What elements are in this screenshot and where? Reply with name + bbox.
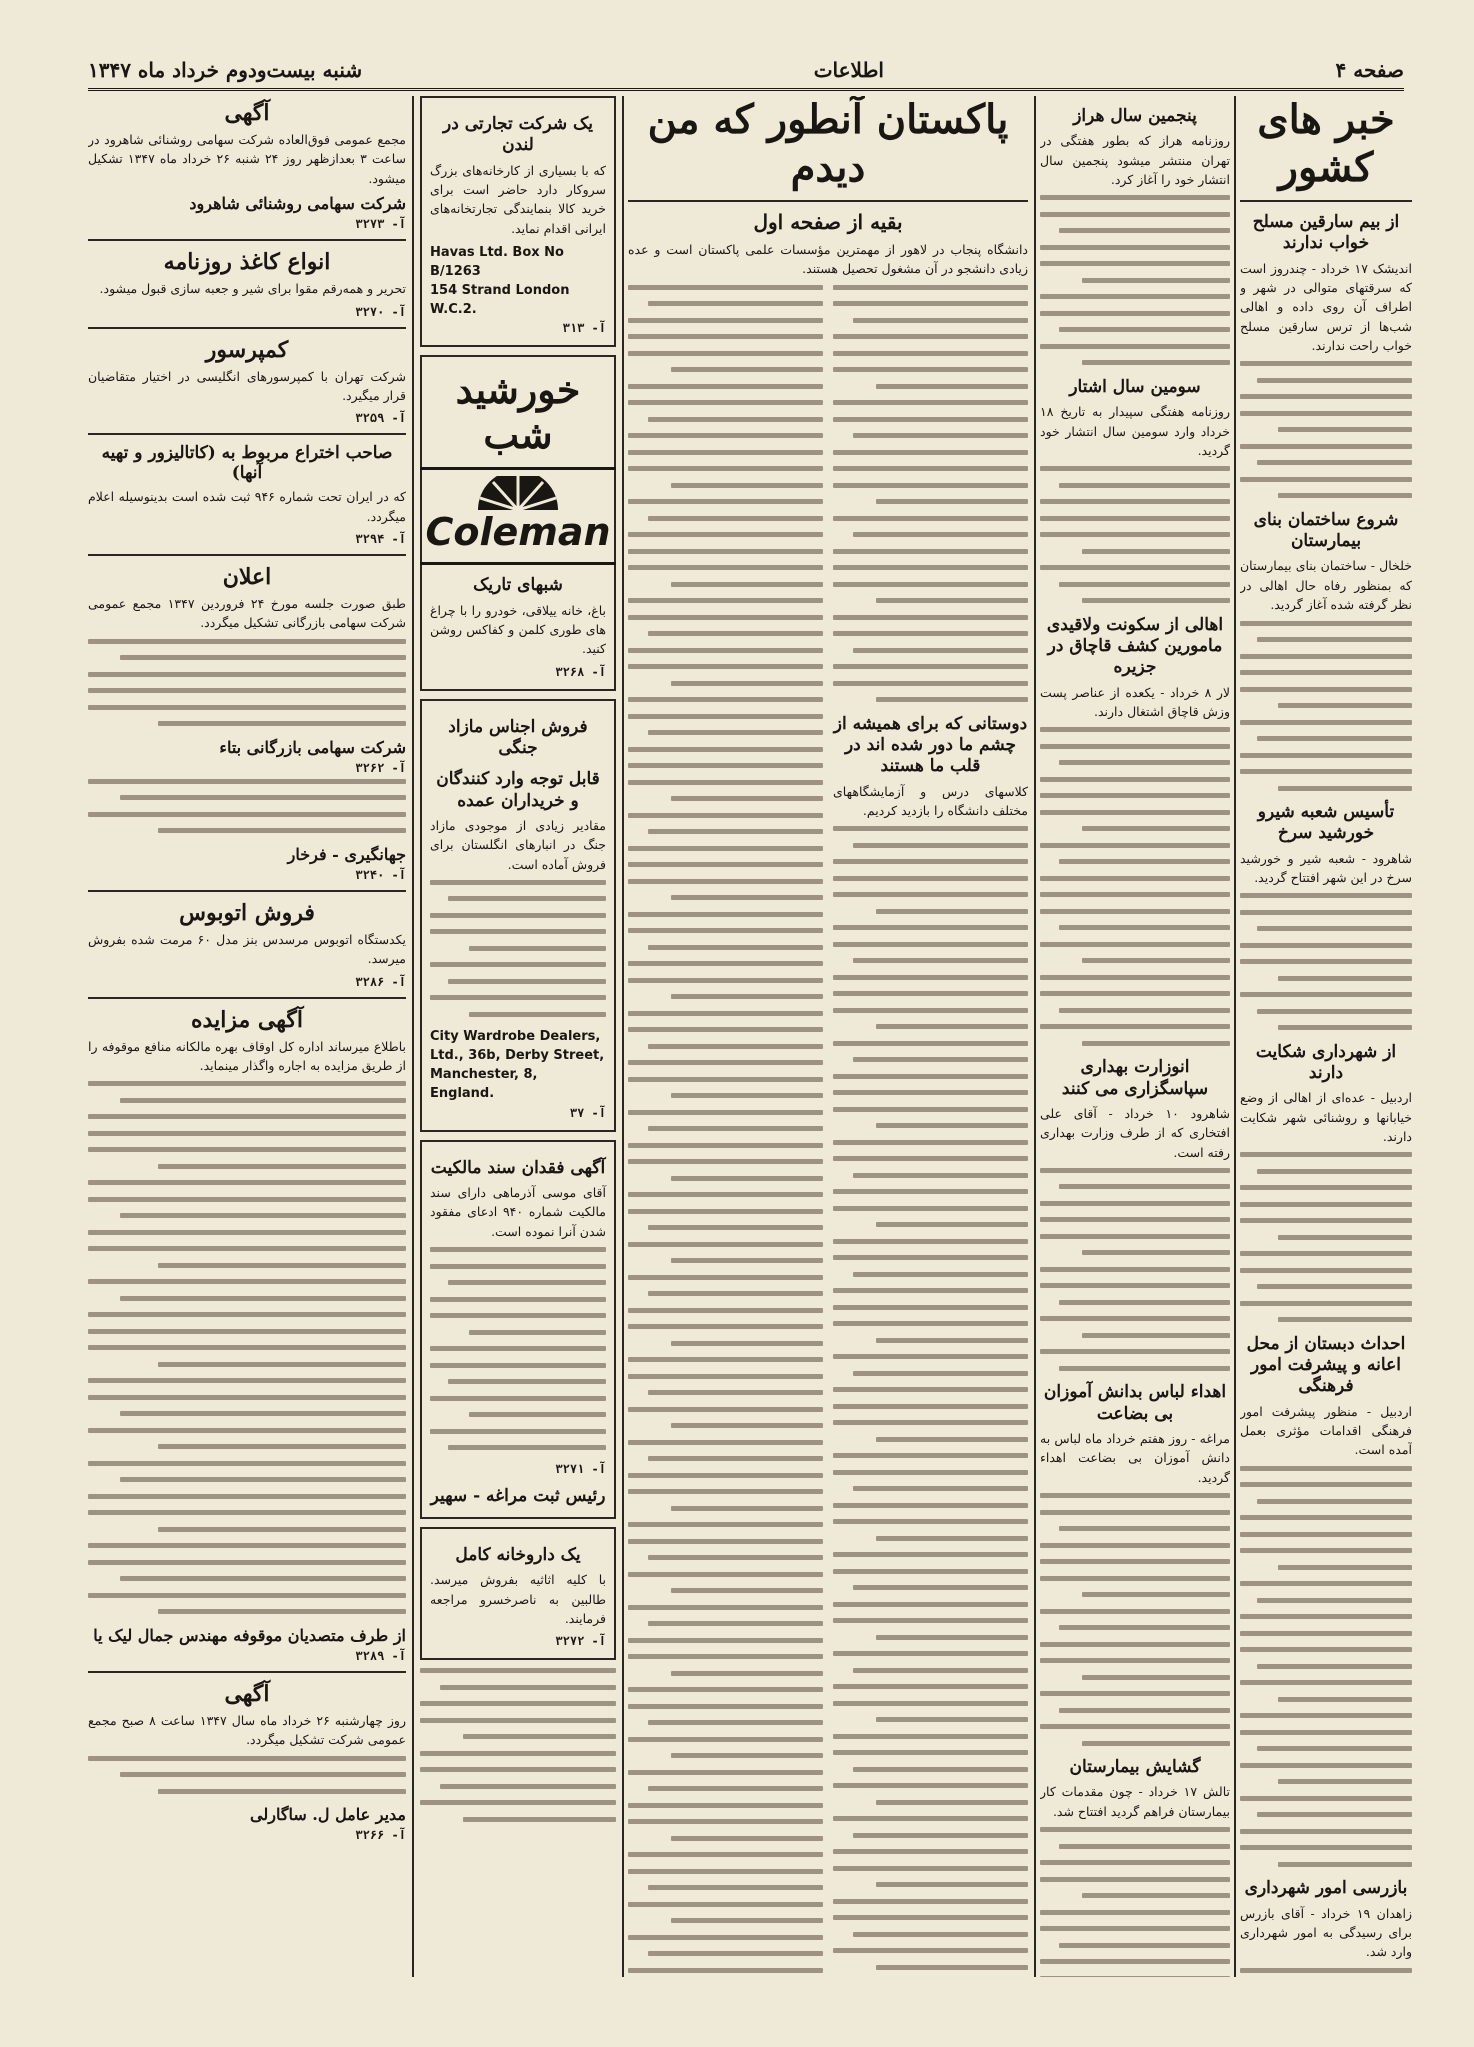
feature-column-left — [628, 285, 823, 1977]
ad-subheadline: قابل توجه وارد کنندگان و خریداران عمده — [436, 769, 600, 811]
ad-reference: آ- ۳۲۶۶ — [355, 1828, 406, 1842]
article-headline: تأسیس شعبه شیرو خورشید سرخ — [1257, 802, 1395, 844]
article-headline: اهالی از سکونت ولاقیدی مامورین کشف قاچاق در جزیره — [1046, 614, 1224, 678]
section-title: خبر های کشور — [1257, 96, 1395, 191]
notice-text: تحریر و همه‌رقم مقوا برای شیر و جعبه سازی قبول میشود. — [99, 281, 406, 297]
brand-wordmark: Coleman — [425, 510, 611, 555]
body-text — [88, 639, 406, 727]
page-number: صفحه ۴ — [1335, 58, 1404, 82]
lost-deed-notice — [420, 1140, 616, 1519]
ad-text: آقای موسی آذرماهی دارای سند مالکیت شماره ۹۴۰ ادعای مفقود شدن آنرا نموده است. — [430, 1185, 606, 1239]
ad-text: مقادیر زیادی از موجودی مازاد جنگ در انبارهای انگلستان برای فروش آماده است. — [430, 817, 606, 872]
ad-headline: یک شرکت تجارتی در لندن — [443, 114, 593, 156]
article-headline: انوزارت بهداری سپاسگزاری می کنند — [1061, 1057, 1209, 1099]
notice-text: شرکت تهران با کمپرسورهای انگلیسی در اختیار متقاضیان قرار میگیرد. — [88, 368, 406, 403]
ad-headline: شبهای تاریک — [473, 575, 563, 596]
ad-reference: آ- ۳۲۷۱ — [555, 1461, 606, 1476]
sunburst-icon — [458, 476, 578, 510]
article-headline: پنجمین سال هراز — [1073, 106, 1197, 126]
ad-reference: آ- ۳۷ — [569, 1105, 606, 1120]
ad-reference: آ- ۳۱۳ — [562, 321, 606, 336]
notice-signature: از طرف متصدیان موقوفه مهندس جمال لیک یا — [93, 1625, 406, 1645]
coleman-lamp-ad — [420, 355, 616, 690]
notice-title: فروش اتوبوس — [179, 899, 315, 926]
article-headline: شروع ساختمان بنای بیمارستان — [1253, 509, 1399, 552]
ad-reference: آ- ۳۲۷۳ — [355, 217, 406, 232]
ad-reference: آ- ۳۲۵۹ — [355, 411, 406, 426]
ad-text: که با بسیاری از کارخانه‌های بزرگ سروکار دارد حاضر است برای خرید کالا بنمایندگی تجارتخانه‌های ایرانی اقدام نماید. — [430, 162, 606, 236]
column-rule — [1234, 96, 1236, 1977]
feature-column-right — [833, 285, 1028, 1977]
notice-signature: جهانگیری - فرخار — [287, 844, 406, 864]
ad-signature: رئیس ثبت مراغه - سهیر — [430, 1485, 606, 1506]
surplus-sale-ad — [420, 699, 616, 1132]
notice-text: روز چهارشنبه ۲۶ خرداد ماه سال ۱۳۴۷ ساعت ۸ صبح مجمع عمومی شرکت تشکیل میگردد. — [88, 1712, 406, 1748]
pharmacy-ad — [420, 1527, 616, 1660]
ad-address-line: Ltd., 36b, Derby Street, — [430, 1048, 605, 1064]
body-text — [1040, 466, 1230, 603]
article-headline: سومین سال اشتار — [1069, 376, 1201, 397]
body-text — [1240, 893, 1412, 1030]
ad-reference: آ- ۳۲۹۴ — [355, 532, 406, 546]
body-text — [1040, 1493, 1230, 1746]
london-company-ad — [420, 96, 616, 347]
notice-signature: شرکت سهامی بازرگانی بتاء — [219, 737, 406, 757]
notice-signature: مدیر عامل ل. ساگارلی — [250, 1805, 406, 1824]
notice-title: اعلان — [222, 564, 272, 590]
body-text — [1040, 727, 1230, 1046]
ad-text: با کلیه اثاثیه بفروش میرسد. طالبین به ناصرخسرو مراجعه فرمایند. — [430, 1572, 606, 1626]
notice-title: آگهی مزایده — [191, 1006, 303, 1033]
ad-address-line: 154 Strand London W.C.2. — [430, 282, 570, 317]
ad-address-line: Havas Ltd. Box No B/1263 — [430, 245, 564, 279]
newspaper-name: اطلاعات — [813, 58, 884, 82]
article-lead: خلخال - ساختمان بنای بیمارستان که بمنظور رفاه حال اهالی در نظر گرفته شده آغاز گردید. — [1240, 558, 1412, 613]
ad-address-line: Manchester, 8, England. — [430, 1067, 538, 1101]
continued-label: بقیه از صفحه اول — [753, 210, 903, 234]
body-text — [1040, 1827, 1230, 1977]
ad-text: باغ، خانه ییلاقی، خودرو را با چراغ های طوری کلمن و کفاکس روشن کنید. — [430, 602, 606, 657]
body-text — [420, 1668, 616, 1822]
ad-reference: آ- ۳۲۷۲ — [555, 1634, 606, 1649]
body-text — [1240, 1466, 1412, 1867]
column-rule — [622, 96, 624, 1977]
ad-slogan: خورشید شب — [455, 367, 581, 458]
article-headline: از بیم سارقین مسلح خواب ندارند — [1252, 212, 1400, 254]
article-lead: اندیشک ۱۷ خرداد - چندروز است که سرقتهای متوالی در شهر و اطراف آن روی داده و اهالی شب‌ها از ترس سارقین مسلح خواب راحت ندارند. — [1240, 260, 1412, 353]
issue-date: شنبه بیست‌ودوم خرداد ماه ۱۳۴۷ — [88, 58, 363, 82]
feature-subhead: دوستانی که برای همیشه از چشم ما دور شده اند در قلب ما هستند — [833, 713, 1028, 777]
body-text — [1240, 361, 1412, 498]
ad-reference: آ- ۳۲۷۰ — [355, 304, 406, 319]
feature-subhead-lead: کلاسهای درس و آزمایشگاههای مختلف دانشگاه را بازدید کردیم. — [833, 783, 1028, 818]
domestic-news-column — [1240, 96, 1412, 1977]
masthead — [88, 52, 1404, 91]
column-rule — [1034, 96, 1036, 1977]
notice-title: کمپرسور — [205, 336, 289, 363]
article-headline: گشایش بیمارستان — [1069, 1757, 1201, 1777]
article-lead: شاهرود ۱۰ خرداد - آقای علی افتخاری که از طرف وزارت بهداری رفته است. — [1040, 1105, 1230, 1160]
notice-title: آگهی — [224, 100, 270, 126]
article-lead: تالش ۱۷ خرداد - چون مقدمات کار بیمارستان فراهم گردید افتتاح شد. — [1040, 1784, 1230, 1819]
body-text — [1240, 621, 1412, 791]
notice-text: مجمع عمومی فوق‌العاده شرکت سهامی روشنائی شاهرود در ساعت ۳ بعدازظهر روز ۲۴ شنبه ۲۶ خرداد ماه ۱۳۴۷ تشکیل میشود. — [88, 132, 406, 186]
feature-article — [628, 96, 1028, 1977]
body-text — [1040, 1168, 1230, 1371]
ad-headline: فروش اجناس مازاد جنگی — [448, 716, 588, 758]
body-text — [1040, 195, 1230, 365]
article-lead: اردبیل - منظور پیشرفت امور فرهنگی اقدامات مؤثری بعمل آمده است. — [1240, 1403, 1412, 1458]
article-lead: روزنامه هراز که بطور هفتگی در تهران منتشر میشود پنجمین سال انتشار خود را آغاز کرد. — [1040, 133, 1230, 187]
body-text — [88, 779, 406, 834]
article-headline: از شهرداری شکایت دارند — [1255, 1041, 1397, 1083]
article-lead: شاهرود - شعبه شیر و خورشید سرخ در این شهر افتتاح گردید. — [1240, 850, 1412, 885]
feature-title: پاکستان آنطور که من دیدم — [647, 96, 1009, 191]
ad-address-line: City Wardrobe Dealers, — [430, 1029, 601, 1045]
notice-signature: شرکت سهامی روشنائی شاهرود — [189, 194, 406, 214]
notice-text: که در ایران تحت شماره ۹۴۶ ثبت شده است بدینوسیله اعلام میگردد. — [88, 489, 406, 524]
news-column-2 — [1040, 96, 1230, 1977]
ad-headline: آگهی فقدان سند مالکیت — [430, 1157, 606, 1178]
notice-title: انواع کاغذ روزنامه — [163, 249, 331, 276]
notice-title: صاحب اختراع مربوط به (کاتالیزور و تهیه آنها) — [101, 443, 393, 484]
article-headline: اهداء لباس بدانش آموزان بی بضاعت — [1043, 1382, 1227, 1424]
body-text — [1240, 1152, 1412, 1322]
body-text — [430, 1247, 606, 1450]
notice-text: یکدستگاه اتوبوس مرسدس بنز مدل ۶۰ مرمت شده بفروش میرسد. — [88, 931, 406, 967]
body-text — [430, 880, 606, 1017]
article-headline: احداث دبستان از محل اعانه و پیشرفت امور فرهنگی — [1246, 1333, 1406, 1397]
ad-reference: آ- ۳۲۸۶ — [355, 974, 406, 989]
coleman-logo — [420, 467, 616, 565]
article-lead: لار ۸ خرداد - یکعده از عناصر پست وزش قاچاق اشتغال دارند. — [1040, 684, 1230, 719]
column-rule — [412, 96, 414, 1977]
article-lead: اردبیل - عده‌ای از اهالی از وضع خیابانها و روشنائی شهر شکایت دارند. — [1240, 1090, 1412, 1144]
article-lead: زاهدان ۱۹ خرداد - آقای بازرس برای رسیدگی به امور شهرداری وارد شد. — [1240, 1905, 1412, 1960]
body-text — [88, 1081, 406, 1614]
ads-column-center — [420, 96, 616, 1977]
notice-title: آگهی — [224, 1680, 270, 1707]
body-text — [1240, 1968, 1412, 1977]
classifieds-column — [88, 96, 406, 1977]
feature-lead: دانشگاه پنجاب در لاهور از مهمترین مؤسسات علمی پاکستان است و عده زیادی دانشجو در آن مشغول تحصیل هستند. — [628, 242, 1028, 277]
ad-reference: آ- ۳۲۶۸ — [555, 664, 606, 679]
article-lead: مراغه - روز هفتم خرداد ماه لباس به دانش آموزان بی بضاعت اهداء گردید. — [1040, 1430, 1230, 1485]
article-lead: روزنامه هفتگی سپیدار به تاریخ ۱۸ خرداد وارد سومین سال انتشار خود گردید. — [1040, 404, 1230, 458]
feature-body — [628, 285, 1028, 1977]
notice-text: باطلاع میرساند اداره کل اوقاف بهره مالکانه منافع موقوفه را از طریق مزایده به اجاره واگذار مینماید. — [88, 1038, 406, 1073]
article-headline: بازرسی امور شهرداری — [1244, 1878, 1408, 1899]
notice-text: طبق صورت جلسه مورخ ۲۴ فروردین ۱۳۴۷ مجمع عمومی شرکت سهامی بازرگانی تشکیل میگردد. — [88, 596, 406, 631]
ad-reference: آ- ۳۲۶۲ — [355, 760, 406, 775]
ad-reference: آ- ۳۲۸۹ — [355, 1648, 406, 1663]
ad-headline: یک داروخانه کامل — [455, 1544, 581, 1565]
body-text — [88, 1756, 406, 1794]
ad-reference: آ- ۳۲۴۰ — [355, 867, 406, 882]
